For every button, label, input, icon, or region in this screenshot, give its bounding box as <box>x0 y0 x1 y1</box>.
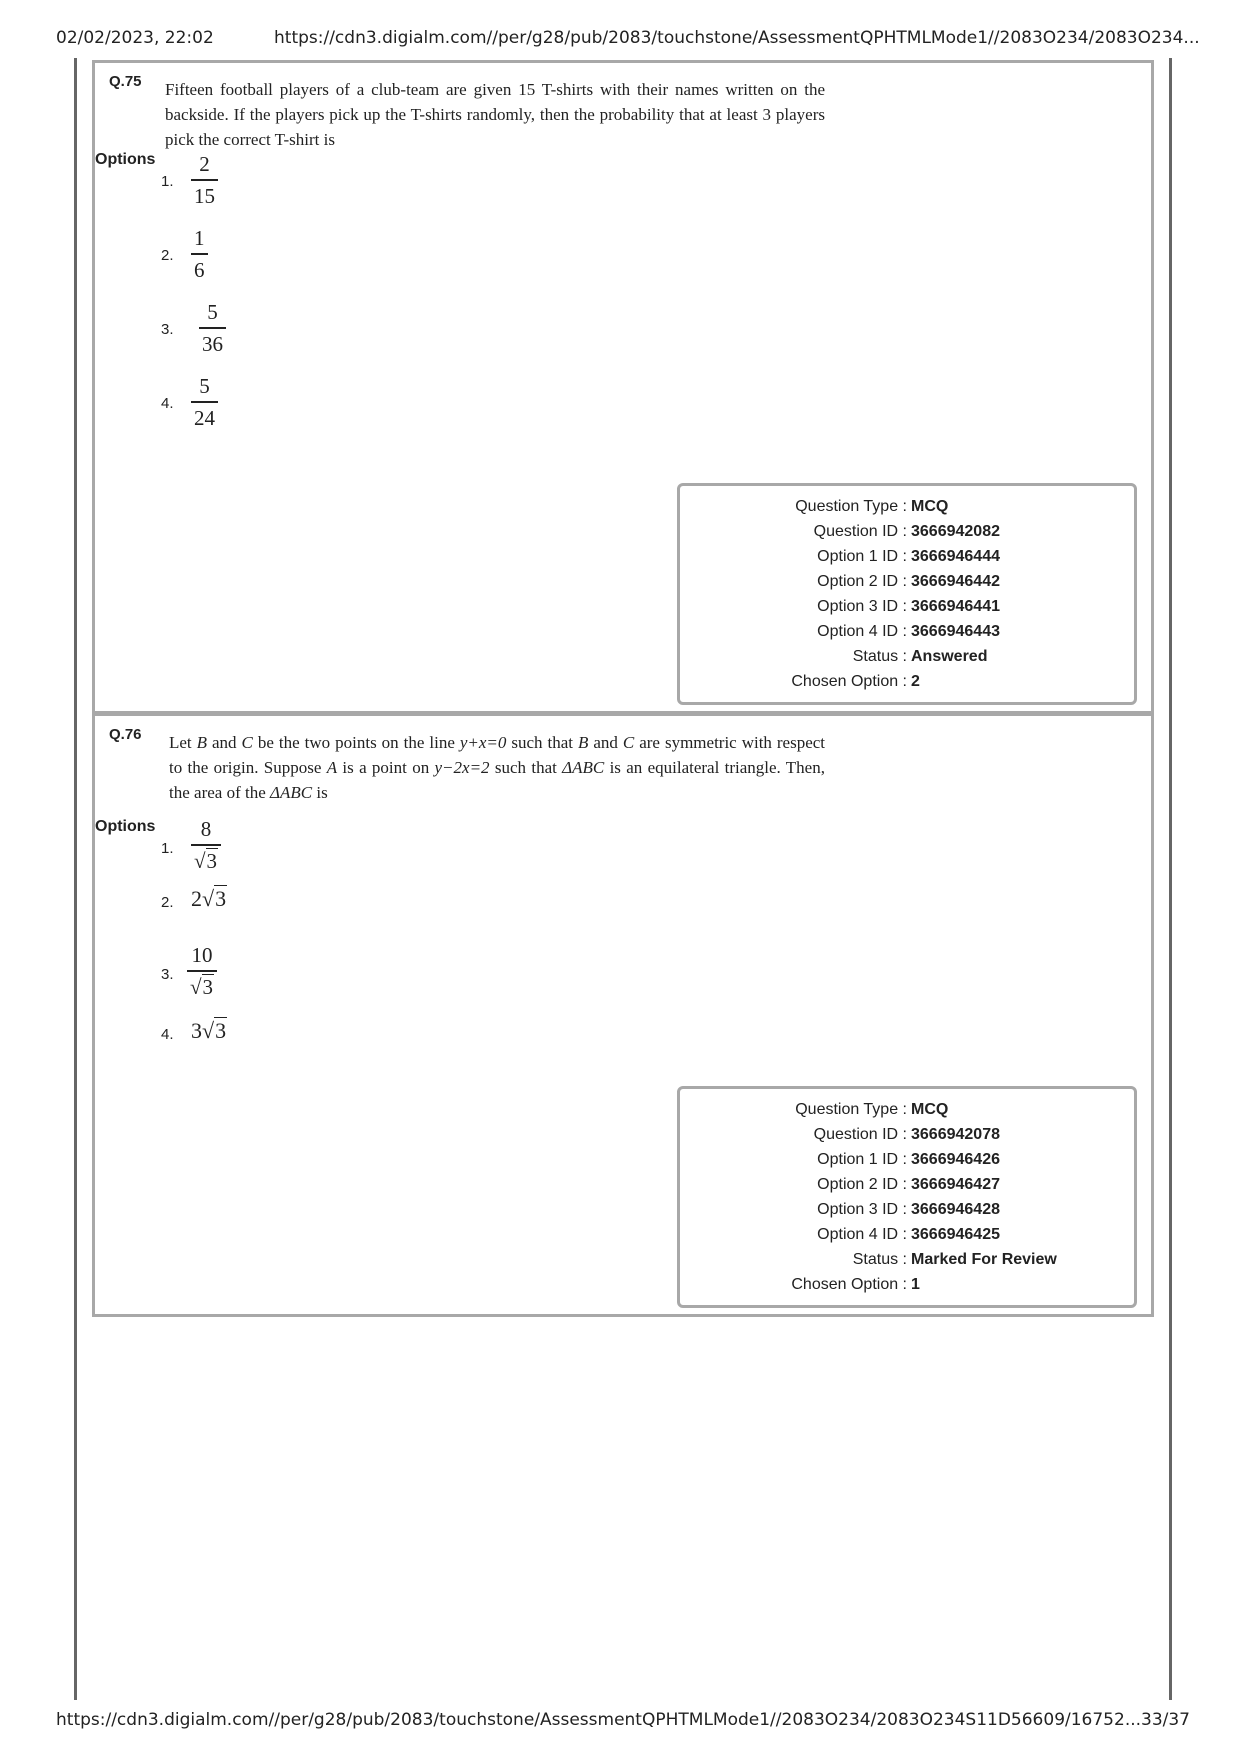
sqrt-symbol: √3 <box>202 886 227 911</box>
meta-option2-id: Option 2 ID : 3666946427 <box>817 1176 1000 1193</box>
option-fraction <box>191 816 221 874</box>
option-expression: 3√3 <box>191 1018 227 1043</box>
meta-chosen-option: Chosen Option : 2 <box>791 673 920 690</box>
meta-option1-id: Option 1 ID : 3666946426 <box>817 1151 1000 1168</box>
fraction-bar <box>191 844 221 846</box>
page-frame-right <box>1169 58 1172 1700</box>
line-equation-2: y−2x=2 <box>434 758 490 777</box>
option-number: 2. <box>161 247 174 264</box>
page-number: 33/37 <box>1141 1710 1190 1730</box>
line-equation: y+x=0 <box>459 733 507 752</box>
meta-option3-id: Option 3 ID : 3666946428 <box>817 1201 1000 1218</box>
question-text: Let B and C be the two points on the line y+x=0 such that B and C are symmetric with respect to the origin. Suppose A is a point on y−2x=2 such that ΔABC is an equilateral triangle. Then, the area of the ΔABC is <box>169 733 826 802</box>
meta-option4-id: Option 4 ID : 3666946443 <box>817 623 1000 640</box>
option-number: 2. <box>161 894 174 911</box>
meta-question-type: Question Type : MCQ <box>795 498 949 515</box>
option-fraction <box>191 151 218 209</box>
option-expression: 2√3 <box>191 886 227 911</box>
fraction-numerator: 5 <box>199 374 210 398</box>
fraction-bar <box>191 401 218 403</box>
option-fraction <box>187 942 217 1000</box>
question-number: Q.76 <box>109 726 142 743</box>
fraction-bar <box>199 327 226 329</box>
meta-option1-id: Option 1 ID : 3666946444 <box>817 548 1000 565</box>
option-fraction <box>191 225 208 283</box>
sqrt-symbol: √3 <box>194 848 218 873</box>
option-fraction <box>199 299 226 357</box>
option-number: 4. <box>161 1026 174 1043</box>
option-number: 4. <box>161 395 174 412</box>
fraction-numerator: 1 <box>194 226 205 250</box>
fraction-numerator: 10 <box>191 943 213 967</box>
print-footer-url: https://cdn3.digialm.com//per/g28/pub/2083/touchstone/AssessmentQPHTMLMode1//2083O234/2083O234S11D56609/16752... <box>56 1710 1142 1730</box>
meta-status: Status : Marked For Review <box>852 1251 1057 1268</box>
meta-status: Status : Answered <box>852 648 988 665</box>
fraction-numerator: 2 <box>199 152 210 176</box>
fraction-denominator <box>187 974 217 1000</box>
sqrt-symbol: √3 <box>190 974 214 999</box>
option-4 <box>161 373 461 433</box>
meta-option4-id: Option 4 ID : 3666946425 <box>817 1226 1000 1243</box>
meta-question-id: Question ID : 3666942082 <box>813 523 1000 540</box>
option-number: 1. <box>161 840 174 857</box>
fraction-denominator: 36 <box>202 331 223 356</box>
options-label: Options <box>95 151 156 168</box>
fraction-denominator <box>191 848 221 874</box>
option-number: 3. <box>161 966 174 983</box>
fraction-bar <box>187 970 217 972</box>
fraction-denominator: 24 <box>194 405 215 430</box>
print-header <box>56 28 1200 52</box>
fraction-numerator: 5 <box>207 300 218 324</box>
option-fraction <box>191 373 218 431</box>
sqrt-symbol: √3 <box>202 1018 227 1043</box>
meta-option2-id: Option 2 ID : 3666946442 <box>817 573 1000 590</box>
options-label: Options <box>95 818 156 835</box>
meta-question-id: Question ID : 3666942078 <box>813 1126 1000 1143</box>
option-number: 3. <box>161 321 174 338</box>
option-3 <box>161 942 461 1002</box>
fraction-bar <box>191 179 218 181</box>
option-1 <box>161 151 461 211</box>
question-text: Fifteen football players of a club-team are given 15 T-shirts with their names written on the backside. If the players pick up the T-shirts randomly, then the probability that at least 3 players pick the correct T-shirt is <box>165 80 825 149</box>
print-header-url: https://cdn3.digialm.com//per/g28/pub/2083/touchstone/AssessmentQPHTMLMode1//2083O234/2083O234... <box>274 28 1200 48</box>
fraction-numerator: 8 <box>200 817 212 841</box>
fraction-denominator: 15 <box>194 183 215 208</box>
print-footer <box>56 1710 1200 1734</box>
print-datetime: 02/02/2023, 22:02 <box>56 28 214 48</box>
option-2 <box>161 884 461 944</box>
option-number: 1. <box>161 173 174 190</box>
option-4 <box>161 1016 461 1076</box>
question-number: Q.75 <box>109 73 142 90</box>
fraction-bar <box>191 253 208 255</box>
option-3 <box>161 299 461 359</box>
meta-chosen-option: Chosen Option : 1 <box>791 1276 920 1293</box>
meta-question-type: Question Type : MCQ <box>795 1101 949 1118</box>
meta-option3-id: Option 3 ID : 3666946441 <box>817 598 1000 615</box>
question-meta-panel <box>677 1086 1137 1308</box>
option-1 <box>161 816 461 876</box>
question-card-75 <box>92 60 1154 714</box>
option-2 <box>161 225 461 285</box>
fraction-denominator: 6 <box>194 257 205 282</box>
question-card-76 <box>92 713 1154 1317</box>
page-frame-left <box>74 58 77 1700</box>
question-meta-panel <box>677 483 1137 705</box>
